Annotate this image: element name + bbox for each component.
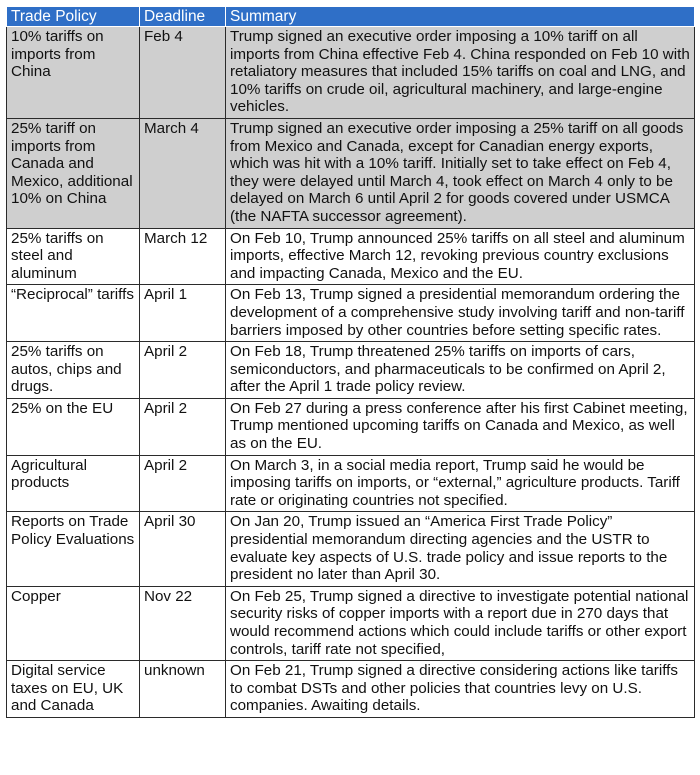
policy-cell: “Reciprocal” tariffs bbox=[7, 285, 140, 342]
policy-cell: 25% tariffs on autos, chips and drugs. bbox=[7, 342, 140, 399]
table-row bbox=[7, 455, 695, 512]
deadline-cell: April 30 bbox=[140, 512, 226, 586]
table-row bbox=[7, 398, 695, 455]
table-row bbox=[7, 512, 695, 586]
deadline-cell: Feb 4 bbox=[140, 27, 226, 119]
header-trade-policy: Trade Policy bbox=[7, 7, 140, 27]
policy-cell: 25% on the EU bbox=[7, 398, 140, 455]
summary-cell: On March 3, in a social media report, Trump said he would be imposing tariffs on imports, or “external,” agriculture products. Tariff rate or originating countries not specified. bbox=[226, 455, 695, 512]
deadline-cell: April 1 bbox=[140, 285, 226, 342]
table-row bbox=[7, 118, 695, 228]
header-summary: Summary bbox=[226, 7, 695, 27]
summary-cell: On Feb 27 during a press conference after his first Cabinet meeting, Trump mentioned upcoming tariffs on Canada and Mexico, as well as on the EU. bbox=[226, 398, 695, 455]
table-row bbox=[7, 228, 695, 285]
table-row bbox=[7, 586, 695, 660]
deadline-cell: Nov 22 bbox=[140, 586, 226, 660]
summary-cell: On Jan 20, Trump issued an “America First Trade Policy” presidential memorandum directing agencies and the USTR to evaluate key aspects of U.S. trade policy and issue reports to the president no later than April 30. bbox=[226, 512, 695, 586]
table-row bbox=[7, 661, 695, 718]
policy-cell: Copper bbox=[7, 586, 140, 660]
policy-cell: 25% tariff on imports from Canada and Mexico, additional 10% on China bbox=[7, 118, 140, 228]
trade-policy-table-container bbox=[6, 6, 694, 718]
header-deadline: Deadline bbox=[140, 7, 226, 27]
policy-cell: 25% tariffs on steel and aluminum bbox=[7, 228, 140, 285]
trade-policy-table bbox=[6, 6, 695, 718]
summary-cell: On Feb 18, Trump threatened 25% tariffs on imports of cars, semiconductors, and pharmaceuticals to be confirmed on April 2, after the April 1 trade policy review. bbox=[226, 342, 695, 399]
table-row bbox=[7, 285, 695, 342]
summary-cell: On Feb 25, Trump signed a directive to investigate potential national security risks of copper imports with a report due in 270 days that would recommend actions which could include tariffs or other export controls, tariff rate not specified, bbox=[226, 586, 695, 660]
deadline-cell: April 2 bbox=[140, 455, 226, 512]
policy-cell: Digital service taxes on EU, UK and Canada bbox=[7, 661, 140, 718]
deadline-cell: April 2 bbox=[140, 398, 226, 455]
deadline-cell: March 4 bbox=[140, 118, 226, 228]
summary-cell: On Feb 13, Trump signed a presidential memorandum ordering the development of a comprehensive study involving tariff and non-tariff barriers imposed by other countries before setting specific rates. bbox=[226, 285, 695, 342]
policy-cell: Reports on Trade Policy Evaluations bbox=[7, 512, 140, 586]
table-row bbox=[7, 27, 695, 119]
deadline-cell: April 2 bbox=[140, 342, 226, 399]
table-header-row bbox=[7, 7, 695, 27]
summary-cell: On Feb 21, Trump signed a directive considering actions like tariffs to combat DSTs and other policies that countries levy on U.S. companies. Awaiting details. bbox=[226, 661, 695, 718]
summary-cell: Trump signed an executive order imposing a 10% tariff on all imports from China effective Feb 4. China responded on Feb 10 with retaliatory measures that included 15% tariffs on coal and LNG, and 10% tariffs on crude oil, agricultural machinery, and large-engine vehicles. bbox=[226, 27, 695, 119]
summary-cell: Trump signed an executive order imposing a 25% tariff on all goods from Mexico and Canada, except for Canadian energy exports, which was hit with a 10% tariff. Initially set to take effect on Feb 4, they were delayed until March 4, took effect on March 4 only to be delayed on March 6 until April 2 for goods covered under USMCA (the NAFTA successor agreement). bbox=[226, 118, 695, 228]
policy-cell: 10% tariffs on imports from China bbox=[7, 27, 140, 119]
table-row bbox=[7, 342, 695, 399]
deadline-cell: March 12 bbox=[140, 228, 226, 285]
deadline-cell: unknown bbox=[140, 661, 226, 718]
policy-cell: Agricultural products bbox=[7, 455, 140, 512]
summary-cell: On Feb 10, Trump announced 25% tariffs on all steel and aluminum imports, effective March 12, revoking previous country exclusions and impacting Canada, Mexico and the EU. bbox=[226, 228, 695, 285]
